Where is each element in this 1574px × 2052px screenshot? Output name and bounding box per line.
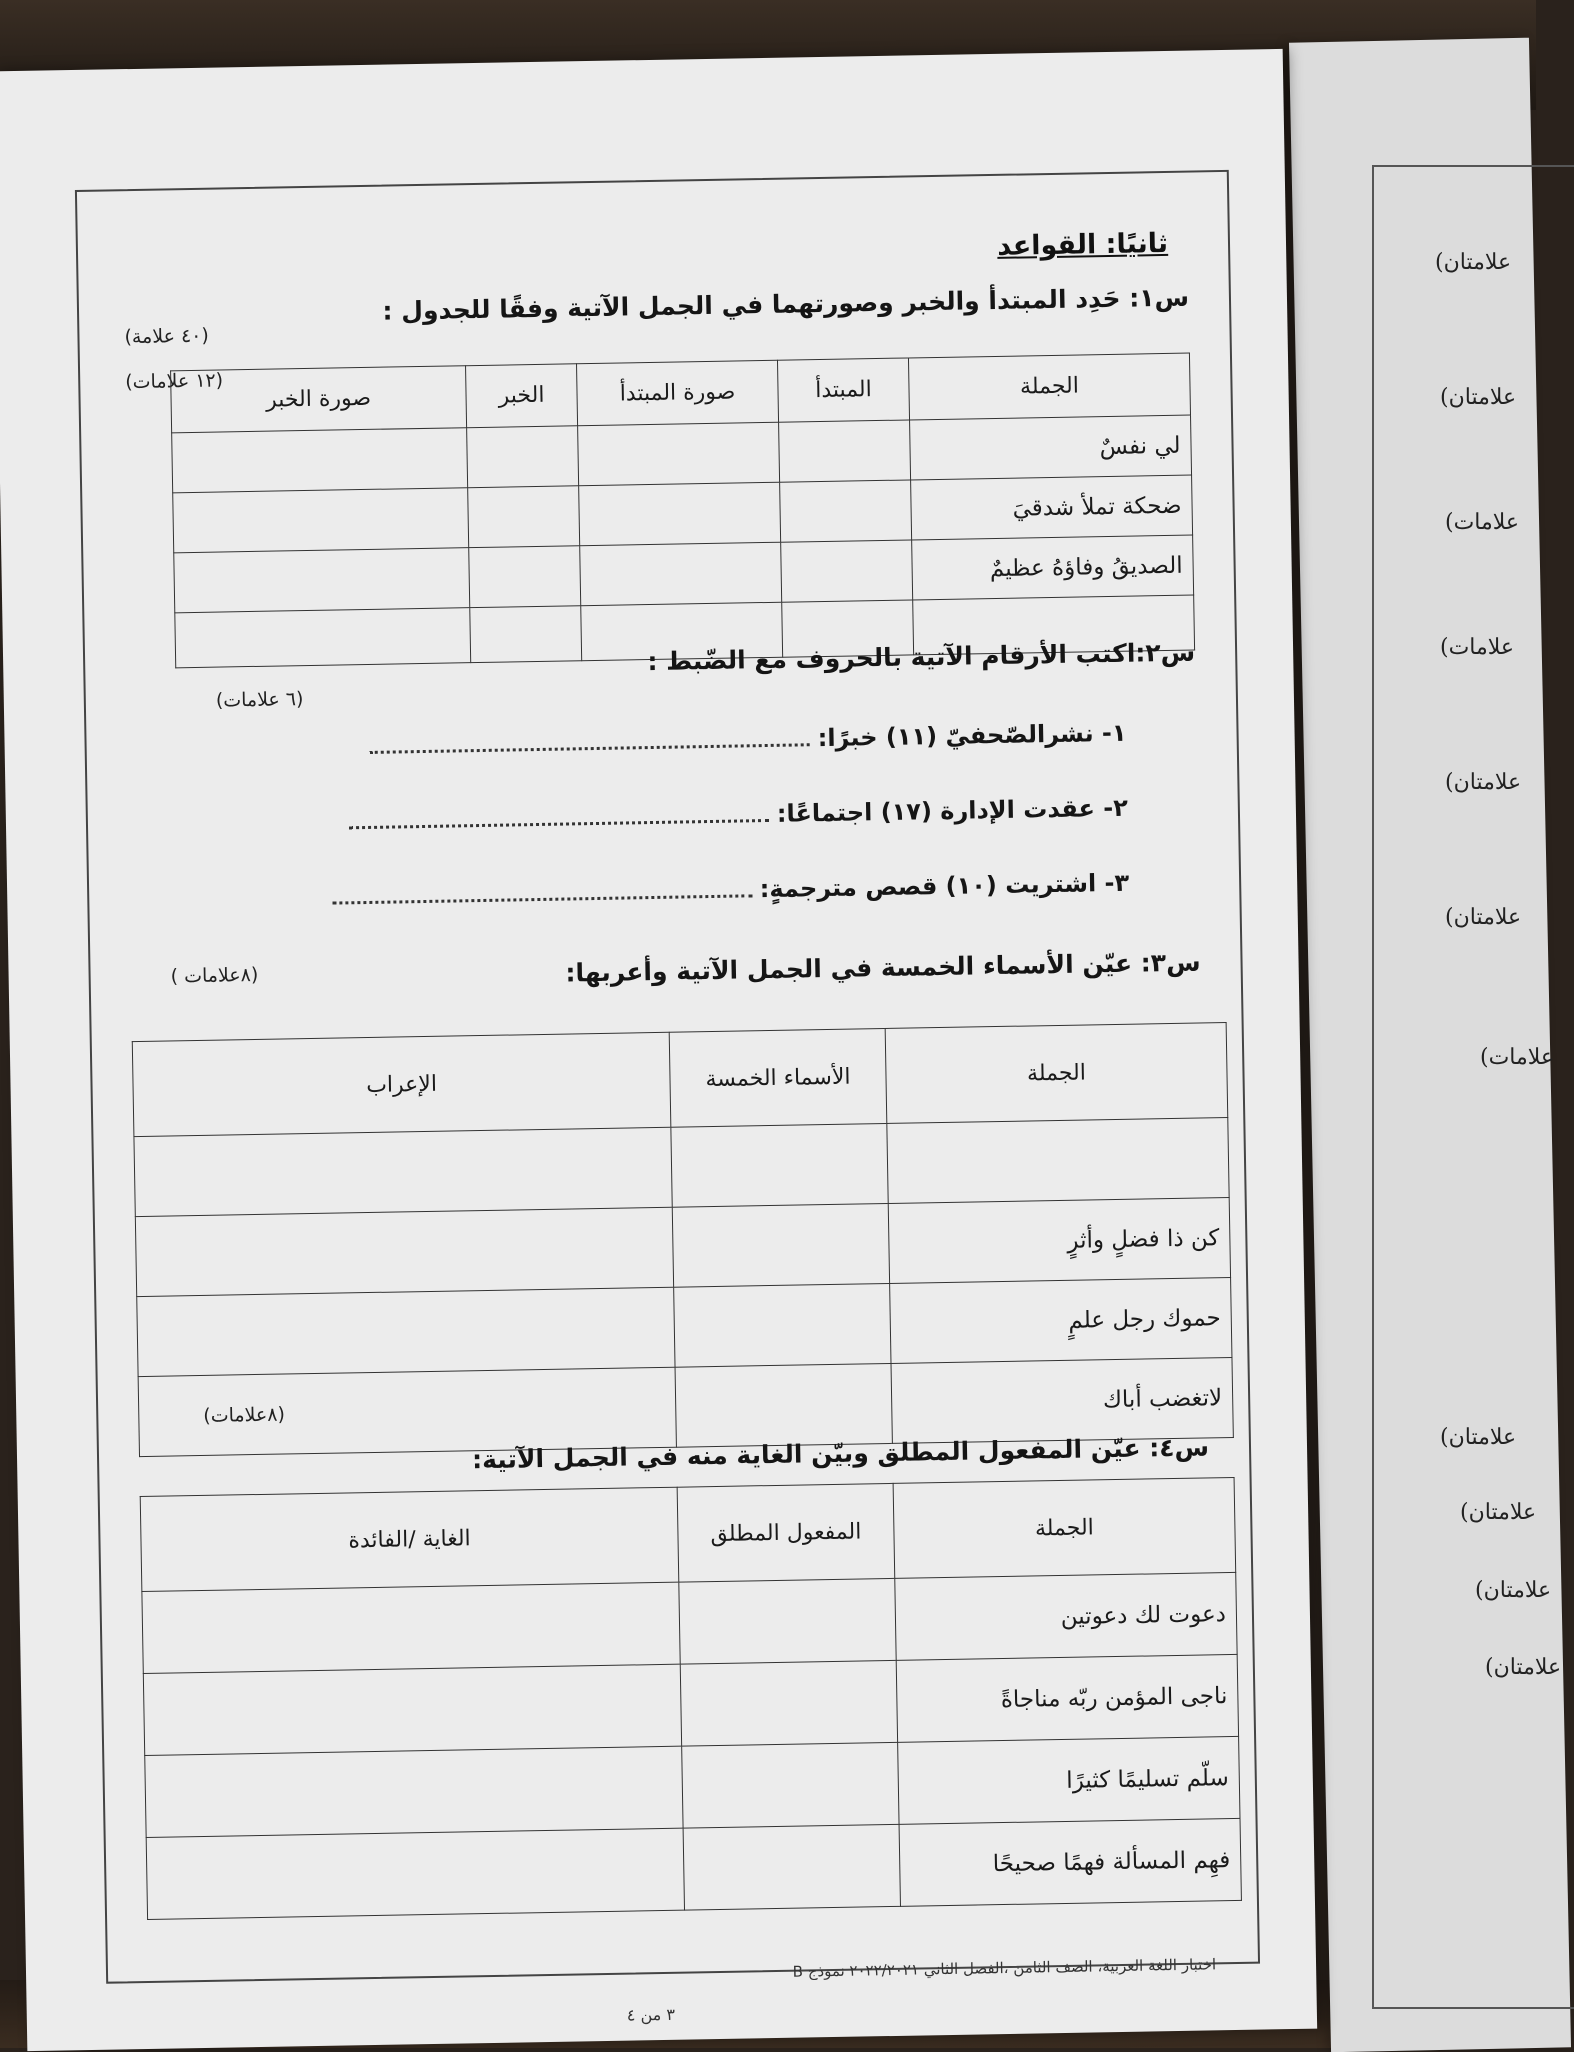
q2-item-1-answer-line[interactable] [370,741,810,754]
q3-row-4-noun[interactable] [675,1363,892,1447]
q1-row-1-sentence: لي نفسٌ [910,415,1192,480]
q3-prompt: س٣: عيّن الأسماء الخمسة في الجمل الآتية وأعربها: [565,947,1201,988]
q4-row-3-object[interactable] [682,1742,899,1828]
q1-row-1-predicate-form[interactable] [172,428,468,493]
q1-header-sentence: الجملة [908,353,1190,420]
q3-header-sentence: الجملة [885,1023,1228,1124]
back-marks-10: علامتان) [1475,1578,1552,1603]
q1-row-1-subject-form[interactable] [578,422,780,485]
q1-row-1-predicate[interactable] [467,426,579,488]
q1-marks: (١٢ علامات) [125,369,224,394]
q4-header-absolute-object: المفعول المطلق [677,1483,895,1582]
back-marks-8: علامتان) [1440,1425,1517,1450]
q1-row-1-subject[interactable] [779,420,911,482]
q4-header-purpose: الغاية /الفائدة [140,1487,679,1591]
q3-row-2-sentence: كن ذا فضلٍ وأثرٍ [888,1198,1230,1284]
q1-row-3-sentence: الصديقُ وفاؤهُ عظيمٌ [912,535,1194,600]
q2-item-3-text: ٣- اشتريت (١٠) قصص مترجمةٍ: [759,868,1130,904]
q3-marks: (٨علامات ) [170,963,259,988]
q1-header-subject: المبتدأ [777,358,909,422]
q3-row-3-sentence: حموك رجل علمٍ [890,1277,1232,1363]
q1-row-4-predicate[interactable] [470,606,582,663]
q4-row-4-purpose[interactable] [146,1828,684,1919]
q3-header-parsing: الإعراب [132,1032,671,1136]
q1-header-predicate: الخبر [466,364,578,428]
q2-prompt: س٢:اكتب الأرقام الآتية بالحروف مع الضّبط : [647,637,1196,677]
q3-row-1-sentence [887,1118,1229,1204]
q3-table [132,1022,1234,1457]
q3-header-five-nouns: الأسماء الخمسة [669,1028,887,1127]
q1-row-2-predicate[interactable] [468,486,580,548]
q4-row-2-purpose[interactable] [143,1664,681,1755]
q3-row-1-parsing[interactable] [134,1127,672,1216]
back-marks-4: علامات) [1440,635,1515,660]
back-marks-9: علامتان) [1460,1500,1537,1525]
q4-row-1-sentence: دعوت لك دعوتين [895,1572,1237,1660]
q4-row-3-purpose[interactable] [145,1746,683,1837]
back-marks-6: علامتان) [1445,905,1522,930]
q1-row-3-predicate[interactable] [469,546,581,608]
q4-row-1-purpose[interactable] [142,1582,680,1673]
q3-row-3-noun[interactable] [674,1283,891,1367]
exam-page [0,49,1317,2051]
q3-row-3-parsing[interactable] [137,1287,675,1376]
page-number: ٣ من ٤ [626,2004,676,2025]
q1-prompt: س١: حَدِد المبتدأ والخبر وصورتهما في الجمل الآتية وفقًا للجدول : [382,282,1190,326]
section-title: ثانيًا: القواعد [996,227,1169,262]
q4-header-sentence: الجملة [893,1477,1236,1578]
q1-marks-total: (٤٠ علامة) [124,324,210,349]
q3-row-2-parsing[interactable] [135,1207,673,1296]
q2-item-2-answer-line[interactable] [349,817,769,829]
q2-item-1-text: ١- نشرالصّحفيّ (١١) خبرًا: [817,718,1127,753]
q1-header-predicate-form: صورة الخبر [171,366,467,433]
back-marks-3: علامات) [1445,510,1520,535]
back-marks-7: علامات) [1480,1045,1555,1070]
q4-row-3-sentence: سلّم تسليمًا كثيرًا [898,1736,1240,1824]
q3-row-4-sentence: لاتغضب أباك [891,1357,1233,1443]
q2-item-2 [349,794,1128,836]
q1-row-3-subject-form[interactable] [580,542,782,605]
q1-row-4-predicate-form[interactable] [175,608,471,668]
q2-item-2-text: ٢- عقدت الإدارة (١٧) اجتماعًا: [776,793,1129,828]
q4-row-2-sentence: ناجى المؤمن ربّه مناجاةً [896,1654,1238,1742]
back-marks-11: علامتان) [1485,1655,1562,1680]
page-frame [75,170,1260,1984]
q2-item-3 [332,869,1130,911]
back-marks-2: علامتان) [1440,385,1517,410]
q1-row-2-sentence: ضحكة تملأ شدقيَ [911,475,1193,540]
page-footer: اختبار اللغة العربية، الصف الثامن ،الفصل الثاني ٢٠٢٢/٢٠٢١ نموذج B [792,1955,1217,1981]
q3-row-2-noun[interactable] [672,1203,889,1287]
q1-row-2-subject[interactable] [780,480,912,542]
q1-row-2-subject-form[interactable] [579,482,781,545]
q2-item-3-answer-line[interactable] [332,892,752,904]
back-marks-1: علامتان) [1435,250,1512,275]
q1-row-3-predicate-form[interactable] [174,548,470,613]
q1-table [170,353,1195,669]
q4-table [140,1477,1242,1920]
q4-marks: (٨علامات) [203,1403,286,1427]
q4-row-2-object[interactable] [680,1660,897,1746]
q4-prompt: س٤: عيّن المفعول المطلق وبيّن الغاية منه في الجمل الآتية: [471,1432,1210,1475]
q4-row-1-object[interactable] [679,1578,896,1664]
q3-row-1-noun[interactable] [671,1123,888,1207]
q1-row-3-subject[interactable] [781,540,913,602]
q4-row-4-sentence: فهِم المسألة فهمًا صحيحًا [899,1818,1241,1906]
q2-marks: (٦ علامات) [215,688,304,712]
back-page-frame [1372,165,1574,2009]
q1-header-subject-form: صورة المبتدأ [577,360,779,425]
q4-row-4-object[interactable] [683,1824,900,1910]
q2-item-1 [370,719,1127,760]
q1-row-2-predicate-form[interactable] [173,488,469,553]
back-marks-5: علامتان) [1445,770,1522,795]
